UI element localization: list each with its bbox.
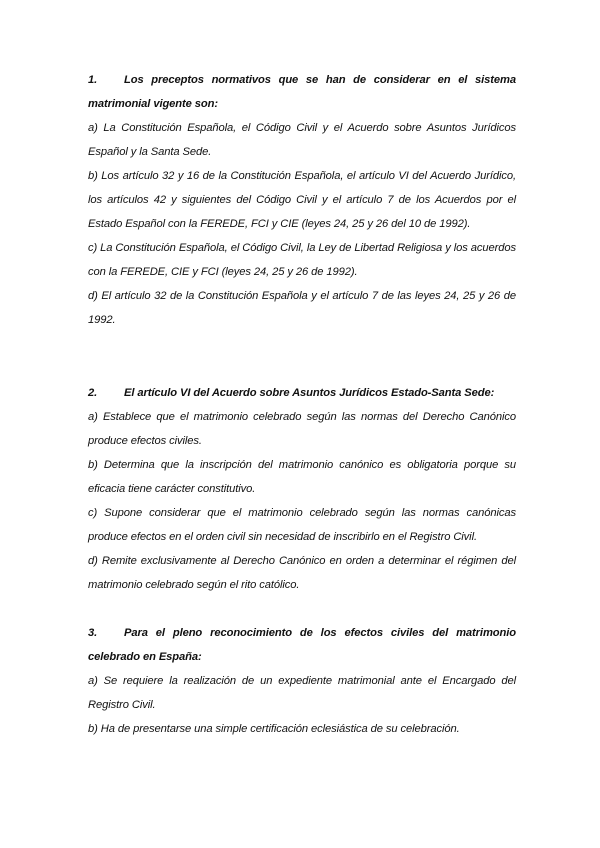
question-2-number: 2. bbox=[88, 387, 98, 399]
question-2-option-d: d) Remite exclusivamente al Derecho Canónico en orden a determinar el régimen del matrimonio celebrado según el rito católico. bbox=[88, 555, 516, 591]
question-3-option-a: a) Se requiere la realización de un expediente matrimonial ante el Encargado del Registro Civil. bbox=[88, 675, 516, 711]
question-3-number: 3. bbox=[88, 627, 98, 639]
question-3 bbox=[88, 621, 516, 741]
question-1-option-c: c) La Constitución Española, el Código Civil, la Ley de Libertad Religiosa y los acuerdos con la FEREDE, CIE y FCI (leyes 24, 25 y 26 de 1992). bbox=[88, 242, 516, 278]
question-1 bbox=[88, 68, 516, 332]
question-2-option-b: b) Determina que la inscripción del matrimonio canónico es obligatoria porque su eficacia tiene carácter constitutivo. bbox=[88, 459, 516, 495]
question-1-option-d: d) El artículo 32 de la Constitución Española y el artículo 7 de las leyes 24, 25 y 26 de 1992. bbox=[88, 290, 516, 326]
question-2-option-a: a) Establece que el matrimonio celebrado según las normas del Derecho Canónico produce efectos civiles. bbox=[88, 411, 516, 447]
question-2 bbox=[88, 381, 516, 597]
question-2-text: El artículo VI del Acuerdo sobre Asuntos Jurídicos Estado-Santa Sede: bbox=[124, 387, 495, 399]
question-1-number: 1. bbox=[88, 74, 98, 86]
question-2-stem bbox=[88, 381, 516, 405]
question-3-option-b: b) Ha de presentarse una simple certificación eclesiástica de su celebración. bbox=[88, 723, 460, 735]
question-1-option-a: a) La Constitución Española, el Código Civil y el Acuerdo sobre Asuntos Jurídicos Español y la Santa Sede. bbox=[88, 122, 516, 158]
question-3-text: Para el pleno reconocimiento de los efectos civiles del matrimonio celebrado en España: bbox=[88, 627, 516, 663]
question-2-option-c: c) Supone considerar que el matrimonio celebrado según las normas canónicas produce efectos en el orden civil sin necesidad de inscribirlo en el Registro Civil. bbox=[88, 507, 516, 543]
question-1-stem bbox=[88, 68, 516, 116]
question-3-stem bbox=[88, 621, 516, 669]
question-1-text: Los preceptos normativos que se han de considerar en el sistema matrimonial vigente son: bbox=[88, 74, 516, 110]
question-1-option-b: b) Los artículo 32 y 16 de la Constitución Española, el artículo VI del Acuerdo Jurídico, los artículos 42 y siguientes del Código Civil y el artículo 7 de los Acuerdos por el Estado Español con la FEREDE, FCI y CIE (leyes 24, 25 y 26 del 10 de 1992). bbox=[88, 170, 516, 230]
